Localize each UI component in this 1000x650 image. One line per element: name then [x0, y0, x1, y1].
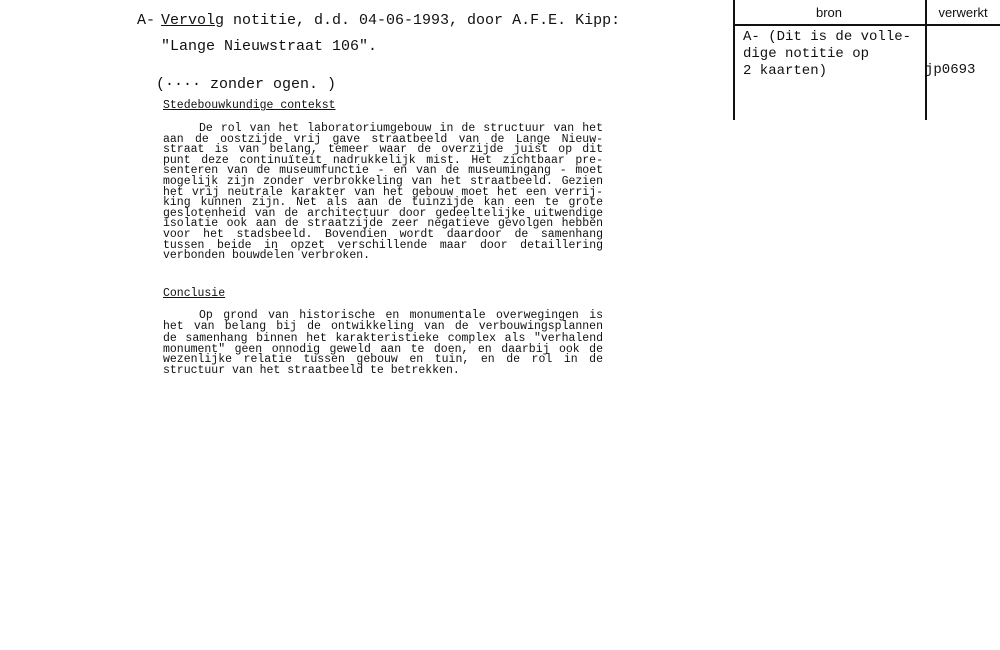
bron-line: A- (Dit is de volle-	[743, 29, 912, 45]
title-rest: notitie, d.d. 04-06-1993, door A.F.E. Kipp:	[224, 12, 621, 29]
text-line: verbonden bouwdelen verbroken.	[163, 249, 371, 263]
text-line: voor het stadsbeeld. Bovendien wordt daardoor de samenhang	[163, 227, 603, 241]
table-header-divider	[733, 24, 1000, 26]
bron-line: 2 kaarten)	[743, 63, 828, 79]
document-subject: "Lange Nieuwstraat 106".	[161, 38, 378, 55]
text-line: De rol van het laboratoriumgebouw in de structuur van het	[199, 122, 603, 135]
text-line: mogelijk zijn zonder verbrokkeling van het straatbeeld. Gezien	[163, 174, 603, 188]
text-line: king kunnen zijn. Net als aan de tuinzijde kan een te grote	[163, 196, 603, 210]
handwritten-note: (···· zonder ogen. )	[156, 76, 337, 93]
text-line: isolatie ook aan de straatzijde zeer negatieve gevolgen hebben	[163, 217, 603, 231]
text-line: het vrij neutrale karakter van het gebouw moet het een verrij-	[163, 185, 603, 199]
verwerkt-cell: jp0693	[925, 62, 976, 78]
table-header-verwerkt: verwerkt	[938, 5, 988, 20]
text-line: wezenlijke relatie tussen gebouw en tuin, en de rol in de	[163, 353, 603, 367]
title-underlined-word: Vervolg	[161, 12, 225, 29]
source-table	[733, 0, 1000, 120]
paragraph-contekst	[163, 124, 603, 262]
document-title-line	[161, 12, 620, 29]
section-heading-contekst: Stedebouwkundige contekst	[163, 99, 336, 112]
entry-prefix: A-	[137, 12, 156, 29]
table-header-bron: bron	[815, 5, 843, 20]
text-line: de samenhang binnen het karakteristieke complex als "verhalend	[163, 332, 603, 346]
section-heading-conclusie: Conclusie	[163, 287, 226, 300]
bron-cell	[743, 29, 911, 80]
bron-line: dige notitie op	[743, 46, 870, 62]
paragraph-conclusie	[163, 311, 603, 377]
text-line: straat is van belang, temeer waar de overzijde juist op dit	[163, 143, 603, 157]
text-line: tussen beide in opzet verschillende maar door detaillering	[163, 238, 603, 252]
text-line: monument" geen onnodig geweld aan te doen, en daarbij ook de	[163, 342, 603, 356]
text-line: het van belang bij de ontwikkeling van de verbouwingsplannen	[163, 319, 603, 333]
text-line: structuur van het straatbeeld te betrekken.	[163, 363, 460, 377]
text-line: Op grond van historische en monumentale overwegingen is	[199, 309, 603, 322]
text-line: punt deze continuïteit nadrukkelijk mist. Het zichtbaar pre-	[163, 153, 603, 167]
text-line: geslotenheid van de architectuur door gedeeltelijke uitwendige	[163, 206, 603, 220]
text-line: senteren van de museumfunctie - en van de museumingang - moet	[163, 164, 603, 178]
text-line: aan de oostzijde vrij gave straatbeeld van de Lange Nieuw-	[163, 132, 603, 146]
